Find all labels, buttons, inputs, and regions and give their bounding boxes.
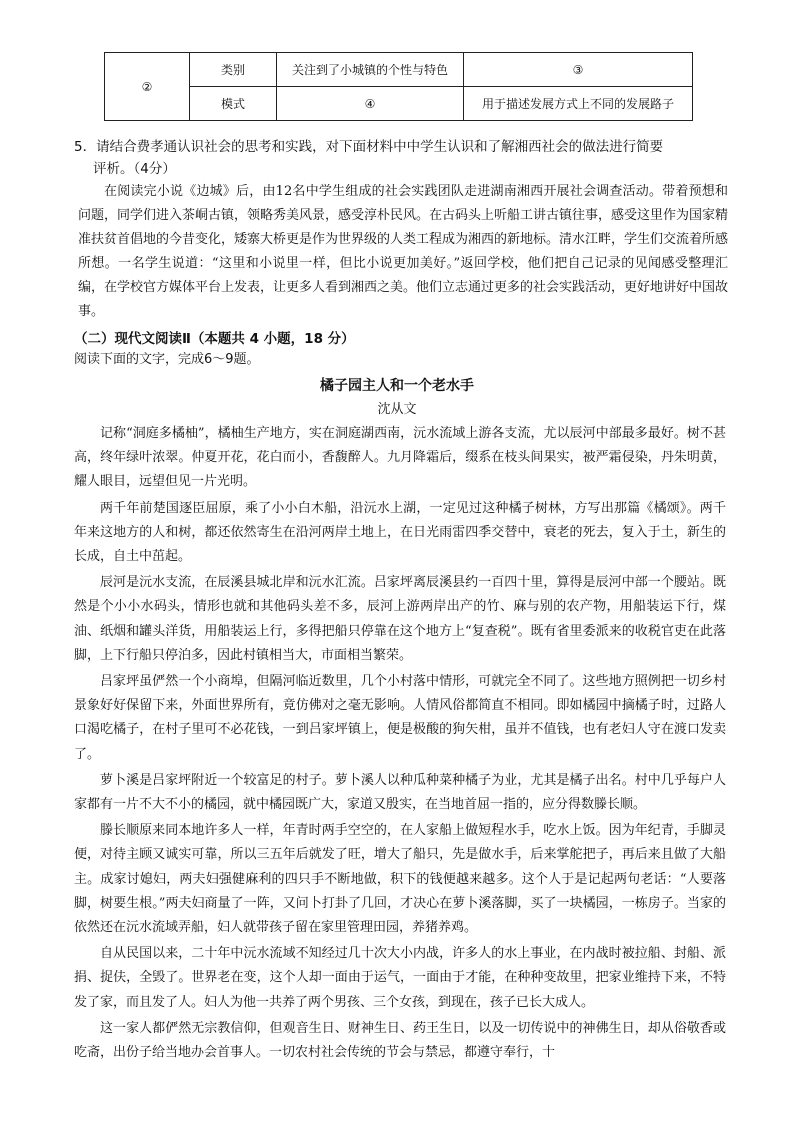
table-cell: 类别 [190, 53, 277, 87]
question-line: 评析。（4分） [93, 161, 176, 177]
table-row [105, 87, 693, 121]
article-author: 沈从文 [377, 402, 417, 417]
table-cell: ② [105, 53, 190, 121]
question-line: 5．请结合费孝通认识社会的思考和实践，对下面材料中中学生认识和了解湘西社会的做法进行简要 [74, 139, 664, 155]
table-row [105, 53, 693, 87]
paragraph: 辰河是沅水支流，在辰溪县城北岸和沅水汇流。吕家坪离辰溪县约一百四十里，算得是辰河中部一个腰站。既然是个小小水码头，情形也就和其他码头差不多，辰河上游两岸出产的竹、麻与别的农产物，用船装运下行，煤油、纸烟和罐头洋货，用船装运上行，多得把船只停靠在这个地方上“复查税”。既有省里委派来的收税官吏在此落脚，上下行船只停泊多，因此村镇相当大，市面相当繁荣。 [74, 575, 726, 663]
paragraph: 记称“洞庭多橘柚”，橘柚生产地方，实在洞庭湖西南，沅水流域上游各支流，尤以辰河中部最多最好。树不甚高，终年绿叶浓翠。仲夏开花，花白而小，香馥醉人。九月降霜后，缀系在枝头间果实，被严霜侵染，丹朱明黄，耀人眼目，远望但见一片光明。 [74, 426, 726, 490]
question-5 [74, 136, 734, 180]
table-cell: 用于描述发展方式上不同的发展路子 [464, 87, 693, 121]
paragraph: 在阅读完小说《边城》后，由12名中学生组成的社会实践团队走进湖南湘西开展社会调查活动。带着预想和问题，同学们进入茶峒古镇，领略秀美风景，感受淳朴民风。在古码头上听船工讲古镇往事，感受这里作为国家精准扶贫首倡地的今昔变化，矮寨大桥更是作为世界级的人类工程成为湘西的新地标。清水江畔，学生们交流着所感所想。一名学生说道：“这里和小说里一样，但比小说更加美好。”返回学校，他们把自己记录的见闻感受整理汇编，在学校官方媒体平台上发表，让更多人看到湘西之美。他们立志通过更多的社会实践活动，更好地讲好中国故事。 [78, 184, 729, 319]
paragraph: 自从民国以来，二十年中沅水流域不知经过几十次大小内战，许多人的水上事业，在内战时被拉船、封船、派捐、捉伕，全毁了。世界老在变，这个人却一面由于运气，一面由于才能，在种种变故里，把家业维持下来，不特发了家，而且发了人。妇人为他一共养了两个男孩、三个女孩，到现在，孩子已长大成人。 [74, 946, 726, 1010]
table-cell: ③ [464, 53, 693, 87]
table-cell: 模式 [190, 87, 277, 121]
section-instruction: 阅读下面的文字，完成6～9题。 [74, 352, 260, 367]
comparison-table [104, 52, 693, 121]
table-cell: 关注到了小城镇的个性与特色 [277, 53, 464, 87]
table-cell: ④ [277, 87, 464, 121]
paragraph: 两千年前楚国逐臣屈原，乘了小小白木船，沿沅水上湖，一定见过这种橘子树林，方写出那篇《橘颂》。两千年来这地方的人和树，都还依然寄生在沿河两岸土地上，在日光雨雷四季交替中，衰老的死去，复入于土，新生的长成，自土中茁起。 [74, 500, 726, 565]
paragraph: 萝卜溪是吕家坪附近一个较富足的村子。萝卜溪人以种瓜种菜种橘子为业，尤其是橘子出名。村中几乎每户人家都有一片不大不小的橘园，就中橘园既广大，家道又殷实，在当地首屈一指的，应分得数滕长顺。 [74, 772, 726, 813]
section-title: （二）现代文阅读Ⅱ（本题共 4 小题，18 分） [74, 331, 355, 347]
article-title: 橘子园主人和一个老水手 [320, 378, 474, 394]
paragraph: 这一家人都俨然无宗教信仰，但观音生日、财神生日、药王生日，以及一切传说中的神佛生日，却从俗敬香或吃斋，出份子给当地办会首事人。一切农村社会传统的节会与禁忌，都遵守奉行，十 [74, 1020, 726, 1061]
article-body [74, 422, 726, 1067]
paragraph: 吕家坪虽俨然一个小商埠，但隔河临近数里，几个小村落中情形，可就完全不同了。这些地方照例把一切乡村景象好好保留下来，外面世界所有，竟仿佛对之毫无影响。人情风俗都简直不相同。即如橘园中摘橘子时，过路人口渴吃橘子，在村子里可不必花钱，一到吕家坪镇上，便是极酸的狗矢柑，虽并不值钱，也有老妇人守在渡口发卖了。 [74, 674, 726, 762]
material-passage [78, 180, 728, 324]
paragraph: 滕长顺原来同本地许多人一样，年青时两手空空的，在人家船上做短程水手，吃水上饭。因为年纪青，手脚灵便，对待主顾又诚实可靠，所以三五年后就发了旺，增大了船只，先是做水手，后来掌舵把子，再后来且做了大船主。成家讨媳妇，两夫妇强健麻利的四只手不断地做，积下的钱便越来越多。这个人于是记起两句老话：“人要落脚，树要生根。”两夫妇商量了一阵，又问卜打卦了几回，才决心在萝卜溪落脚，买了一块橘园，一栋房子。当家的依然还在沅水流域弄船，妇人就带孩子留在家里管理田园，养猪养鸡。 [74, 823, 726, 936]
